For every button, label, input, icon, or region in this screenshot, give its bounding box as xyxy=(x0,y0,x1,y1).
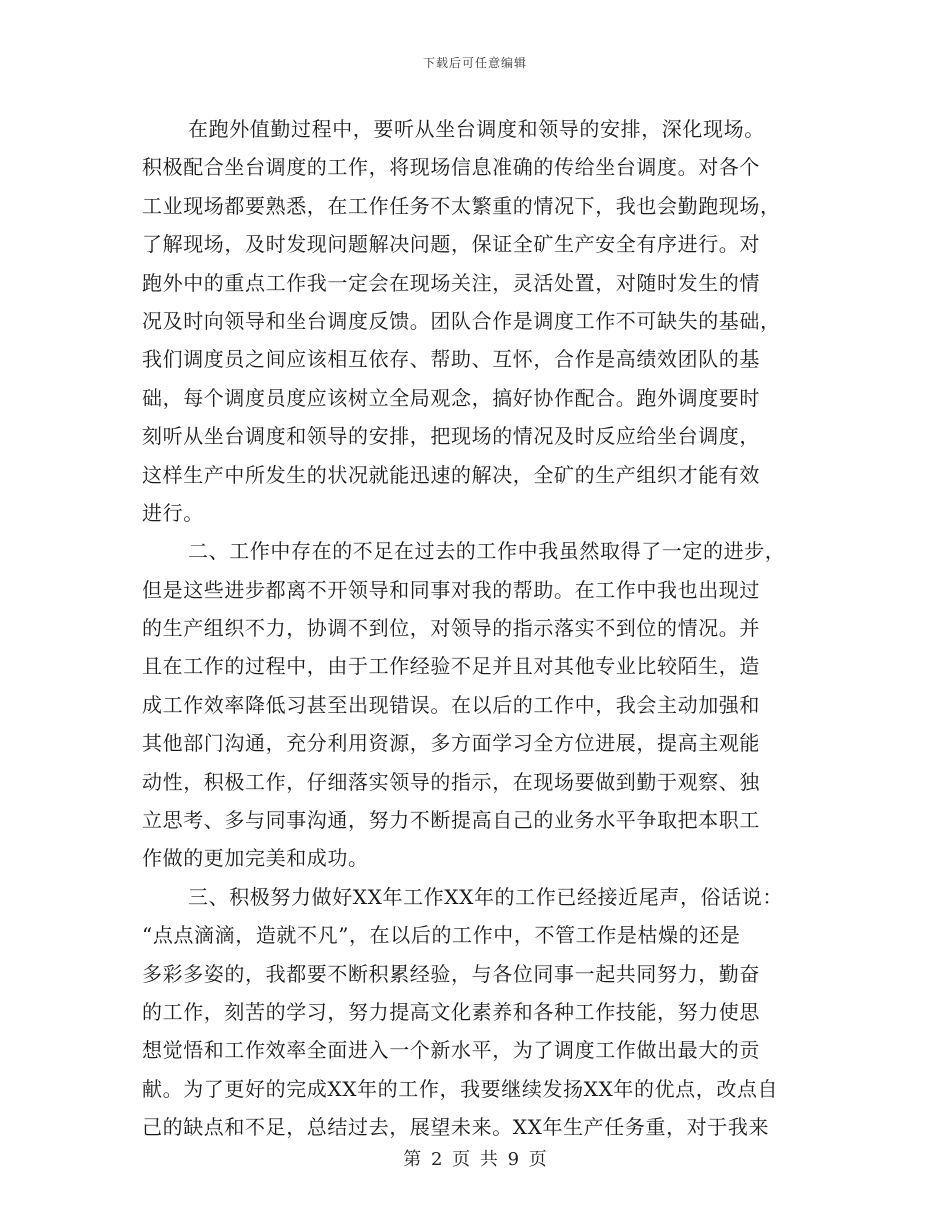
text-line: 的工作，刻苦的学习，努力提高文化素养和各种工作技能，努力使思 xyxy=(142,999,760,1024)
text-line: 刻听从坐台调度和领导的安排，把现场的情况及时反应给坐台调度， xyxy=(142,424,760,449)
text-line: 作做的更加完美和成功。 xyxy=(142,846,369,871)
text-line: 多彩多姿的，我都要不断积累经验，与各位同事一起共同努力，勤奋 xyxy=(142,961,760,986)
text-line: 础，每个调度员度应该树立全局观念，搞好协作配合。跑外调度要时 xyxy=(142,385,760,410)
text-line: 我们调度员之间应该相互依存、帮助、互怀，合作是高绩效团队的基 xyxy=(142,347,760,372)
text-line: 的生产组织不力，协调不到位，对领导的指示落实不到位的情况。并 xyxy=(142,616,760,641)
text-line: 成工作效率降低习甚至出现错误。在以后的工作中，我会主动加强和 xyxy=(142,692,760,717)
text-line: “点点滴滴，造就不凡”，在以后的工作中，不管工作是枯燥的还是 xyxy=(142,923,741,948)
text-line: 跑外中的重点工作我一定会在现场关注，灵活处置，对随时发生的情 xyxy=(142,270,760,295)
text-line: 三、积极努力做好XX年工作XX年的工作已经接近尾声，俗话说： xyxy=(188,884,783,909)
paragraph-3 xyxy=(142,878,812,1147)
text-line: 但是这些进步都离不开领导和同事对我的帮助。在工作中我也出现过 xyxy=(142,577,760,602)
page-header: 下载后可任意编辑 xyxy=(422,56,527,70)
text-line: 立思考、多与同事沟通，努力不断提高自己的业务水平争取把本职工 xyxy=(142,808,760,833)
text-line: 工业现场都要熟悉，在工作任务不太繁重的情况下，我也会勤跑现场， xyxy=(142,193,781,218)
text-line: 这样生产中所发生的状况就能迅速的解决，全矿的生产组织才能有效 xyxy=(142,462,760,487)
text-line: 进行。 xyxy=(142,500,204,525)
text-line: 想觉悟和工作效率全面进入一个新水平，为了调度工作做出最大的贡 xyxy=(142,1038,760,1063)
document-body xyxy=(142,110,812,1147)
text-line: 其他部门沟通，充分利用资源，多方面学习全方位进展，提高主观能 xyxy=(142,731,760,756)
text-line: 且在工作的过程中，由于工作经验不足并且对其他专业比较陌生，造 xyxy=(142,654,760,679)
text-line: 己的缺点和不足，总结过去，展望未来。XX年生产任务重，对于我来 xyxy=(142,1115,770,1140)
paragraph-2 xyxy=(142,532,812,878)
paragraph-1 xyxy=(142,110,812,532)
text-line: 况及时向领导和坐台调度反馈。团队合作是调度工作不可缺失的基础， xyxy=(142,308,781,333)
text-line: 在跑外值勤过程中，要听从坐台调度和领导的安排，深化现场。 xyxy=(188,117,765,141)
text-line: 献。为了更好的完成XX年的工作，我要继续发扬XX年的优点，改点自 xyxy=(142,1076,779,1101)
text-line: 积极配合坐台调度的工作，将现场信息准确的传给坐台调度。对各个 xyxy=(142,155,760,180)
text-line: 了解现场，及时发现问题解决问题，保证全矿生产安全有序进行。对 xyxy=(142,232,760,257)
text-line: 动性，积极工作，仔细落实领导的指示，在现场要做到勤于观察、独 xyxy=(142,769,760,794)
text-line: 二、工作中存在的不足在过去的工作中我虽然取得了一定的进步， xyxy=(188,539,786,564)
page-number-footer: 第 2 页 共 9 页 xyxy=(403,1149,547,1170)
